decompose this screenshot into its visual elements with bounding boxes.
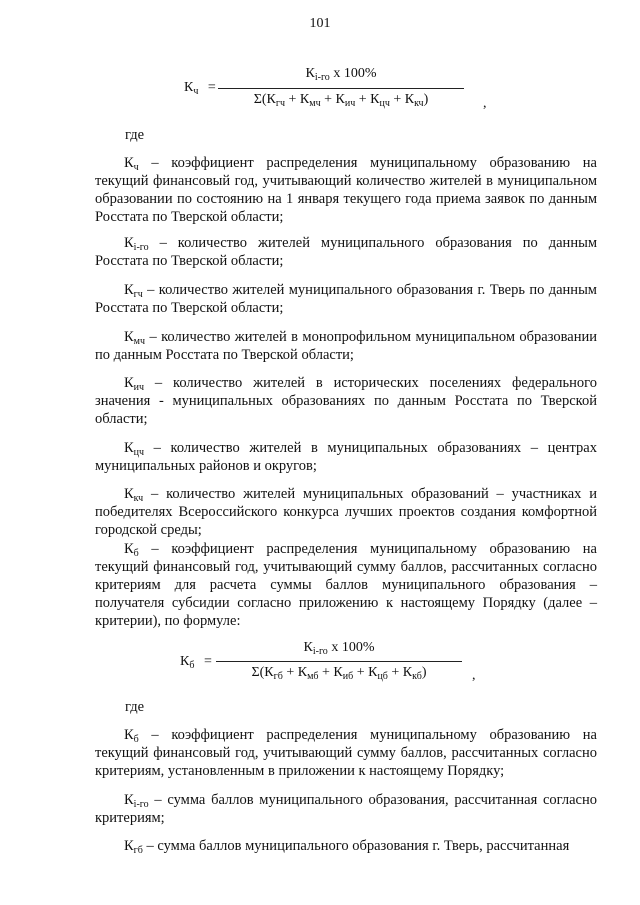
symbol-letter: К (124, 375, 134, 391)
symbol-letter: К (124, 329, 134, 345)
num-sub: i-го (314, 72, 330, 83)
symbol-subscript: i-го (133, 242, 149, 253)
formula-comma: , (472, 668, 476, 683)
formula-numerator (218, 66, 464, 82)
den-sub: мч (309, 98, 321, 109)
symbol-letter: К (124, 838, 134, 854)
den-text: Σ(К (251, 665, 274, 680)
den-text: ) (421, 665, 427, 680)
definition-symbol (124, 375, 144, 391)
where-label: где (125, 699, 145, 715)
symbol-letter: К (124, 727, 134, 743)
num-symbol: К (303, 640, 313, 655)
symbol-subscript: кч (133, 493, 144, 504)
definition-text: – количество жителей муниципального образования г. Тверь по данным Росстата по Тверской области; (95, 282, 597, 316)
definition-text: – коэффициент распределения муниципальному образованию на текущий финансовый год, учитывающий сумму баллов, рассчитанных согласно критериям для расчета суммы баллов муниципального образования – получателя субсидии согласно приложению к настоящему Порядку (далее – критерии), по формуле: (95, 541, 597, 629)
definition-text: – коэффициент распределения муниципальному образованию на текущий финансовый год, учитывающий количество жителей в муниципальном образовании по состоянию на 1 января текущего года приема заявок по данным Росстата по Тверской области; (95, 155, 597, 225)
den-text: + К (387, 665, 413, 680)
symbol-letter: К (124, 486, 134, 502)
den-sub: кч (414, 98, 424, 109)
formula-numerator (216, 640, 462, 656)
den-text: ) (423, 92, 429, 107)
symbol-letter: К (124, 792, 134, 808)
den-sub: кб (412, 671, 422, 682)
den-text: + К (282, 665, 308, 680)
den-sub: мб (307, 671, 319, 682)
lhs-sub: б (189, 660, 195, 671)
symbol-letter: К (124, 282, 134, 298)
equals-sign: = (203, 654, 212, 669)
definition-symbol (124, 440, 144, 456)
den-text: + К (389, 92, 415, 107)
lhs-symbol: К (180, 654, 190, 669)
symbol-subscript: i-го (133, 799, 149, 810)
definition-paragraph (95, 154, 597, 226)
den-text: + К (320, 92, 345, 107)
fraction-bar (218, 88, 464, 89)
symbol-letter: К (124, 541, 134, 557)
definition-paragraph (95, 485, 597, 539)
definition-symbol (124, 541, 139, 557)
den-text: + К (318, 665, 343, 680)
definition-paragraph (95, 726, 597, 780)
definition-symbol (124, 329, 145, 345)
formula-lhs (184, 80, 216, 96)
symbol-subscript: гч (133, 289, 143, 300)
den-sub: цб (377, 671, 388, 682)
equals-sign: = (207, 80, 216, 95)
definition-symbol (124, 235, 149, 251)
symbol-subscript: гб (133, 845, 143, 856)
definition-text: – количество жителей в муниципальных образованиях – центрах муниципальных районов и округов; (95, 440, 597, 474)
den-text: + К (285, 92, 310, 107)
definition-text: – количество жителей муниципальных образований – участниках и победителях Всероссийского конкурса лучших проектов создания комфортной городской среды; (95, 486, 597, 538)
definition-symbol (124, 486, 143, 502)
definition-text: – коэффициент распределения муниципальному образованию на текущий финансовый год, учитывающий сумму баллов, рассчитанных согласно критериям, установленным в приложении к настоящему Порядку; (95, 727, 597, 779)
num-rest: х 100% (327, 640, 375, 655)
definition-symbol (124, 838, 143, 854)
formula-denominator (216, 665, 462, 681)
symbol-subscript: б (133, 548, 139, 559)
definition-symbol (124, 282, 143, 298)
num-symbol: К (305, 66, 315, 81)
den-sub: иб (342, 671, 354, 682)
definition-paragraph (95, 540, 597, 630)
definition-text: – сумма баллов муниципального образования, рассчитанная согласно критериям; (95, 792, 597, 826)
num-sub: i-го (312, 646, 328, 657)
fraction-bar (216, 661, 462, 662)
definition-paragraph (95, 791, 597, 827)
definition-paragraph (95, 328, 597, 364)
definition-paragraph (95, 439, 597, 475)
definition-paragraph (95, 374, 597, 428)
symbol-letter: К (124, 235, 134, 251)
den-text: Σ(К (253, 92, 276, 107)
definition-paragraph (95, 281, 597, 317)
symbol-subscript: цч (133, 447, 145, 458)
symbol-subscript: мч (133, 336, 146, 347)
lhs-sub: ч (193, 86, 199, 97)
symbol-subscript: ч (133, 162, 139, 173)
definition-text: – количество жителей в монопрофильном муниципальном образовании по данным Росстата по Тверской области; (95, 329, 597, 363)
den-text: + К (355, 92, 380, 107)
symbol-subscript: ич (133, 382, 145, 393)
lhs-symbol: К (184, 80, 194, 95)
num-rest: х 100% (329, 66, 377, 81)
page-number: 101 (309, 16, 331, 31)
symbol-letter: К (124, 155, 134, 171)
formula-denominator (218, 92, 464, 108)
definition-symbol (124, 727, 139, 743)
symbol-letter: К (124, 440, 134, 456)
formula-lhs (180, 654, 212, 670)
definition-text: – сумма баллов муниципального образования г. Тверь, рассчитанная (142, 838, 570, 854)
den-sub: гч (275, 98, 286, 109)
den-sub: цч (379, 98, 390, 109)
definition-text: – количество жителей муниципального образования по данным Росстата по Тверской области; (95, 235, 597, 269)
den-text: + К (353, 665, 378, 680)
den-sub: гб (273, 671, 283, 682)
definition-text: – количество жителей в исторических поселениях федерального значения - муниципальных образованиях по данным Росстата по Тверской области; (95, 375, 597, 427)
definition-symbol (124, 155, 139, 171)
symbol-subscript: б (133, 734, 139, 745)
den-sub: ич (344, 98, 356, 109)
definition-paragraph (95, 234, 597, 270)
definition-paragraph (95, 837, 597, 855)
formula-comma: , (483, 96, 487, 111)
where-label: где (125, 127, 145, 143)
definition-symbol (124, 792, 149, 808)
